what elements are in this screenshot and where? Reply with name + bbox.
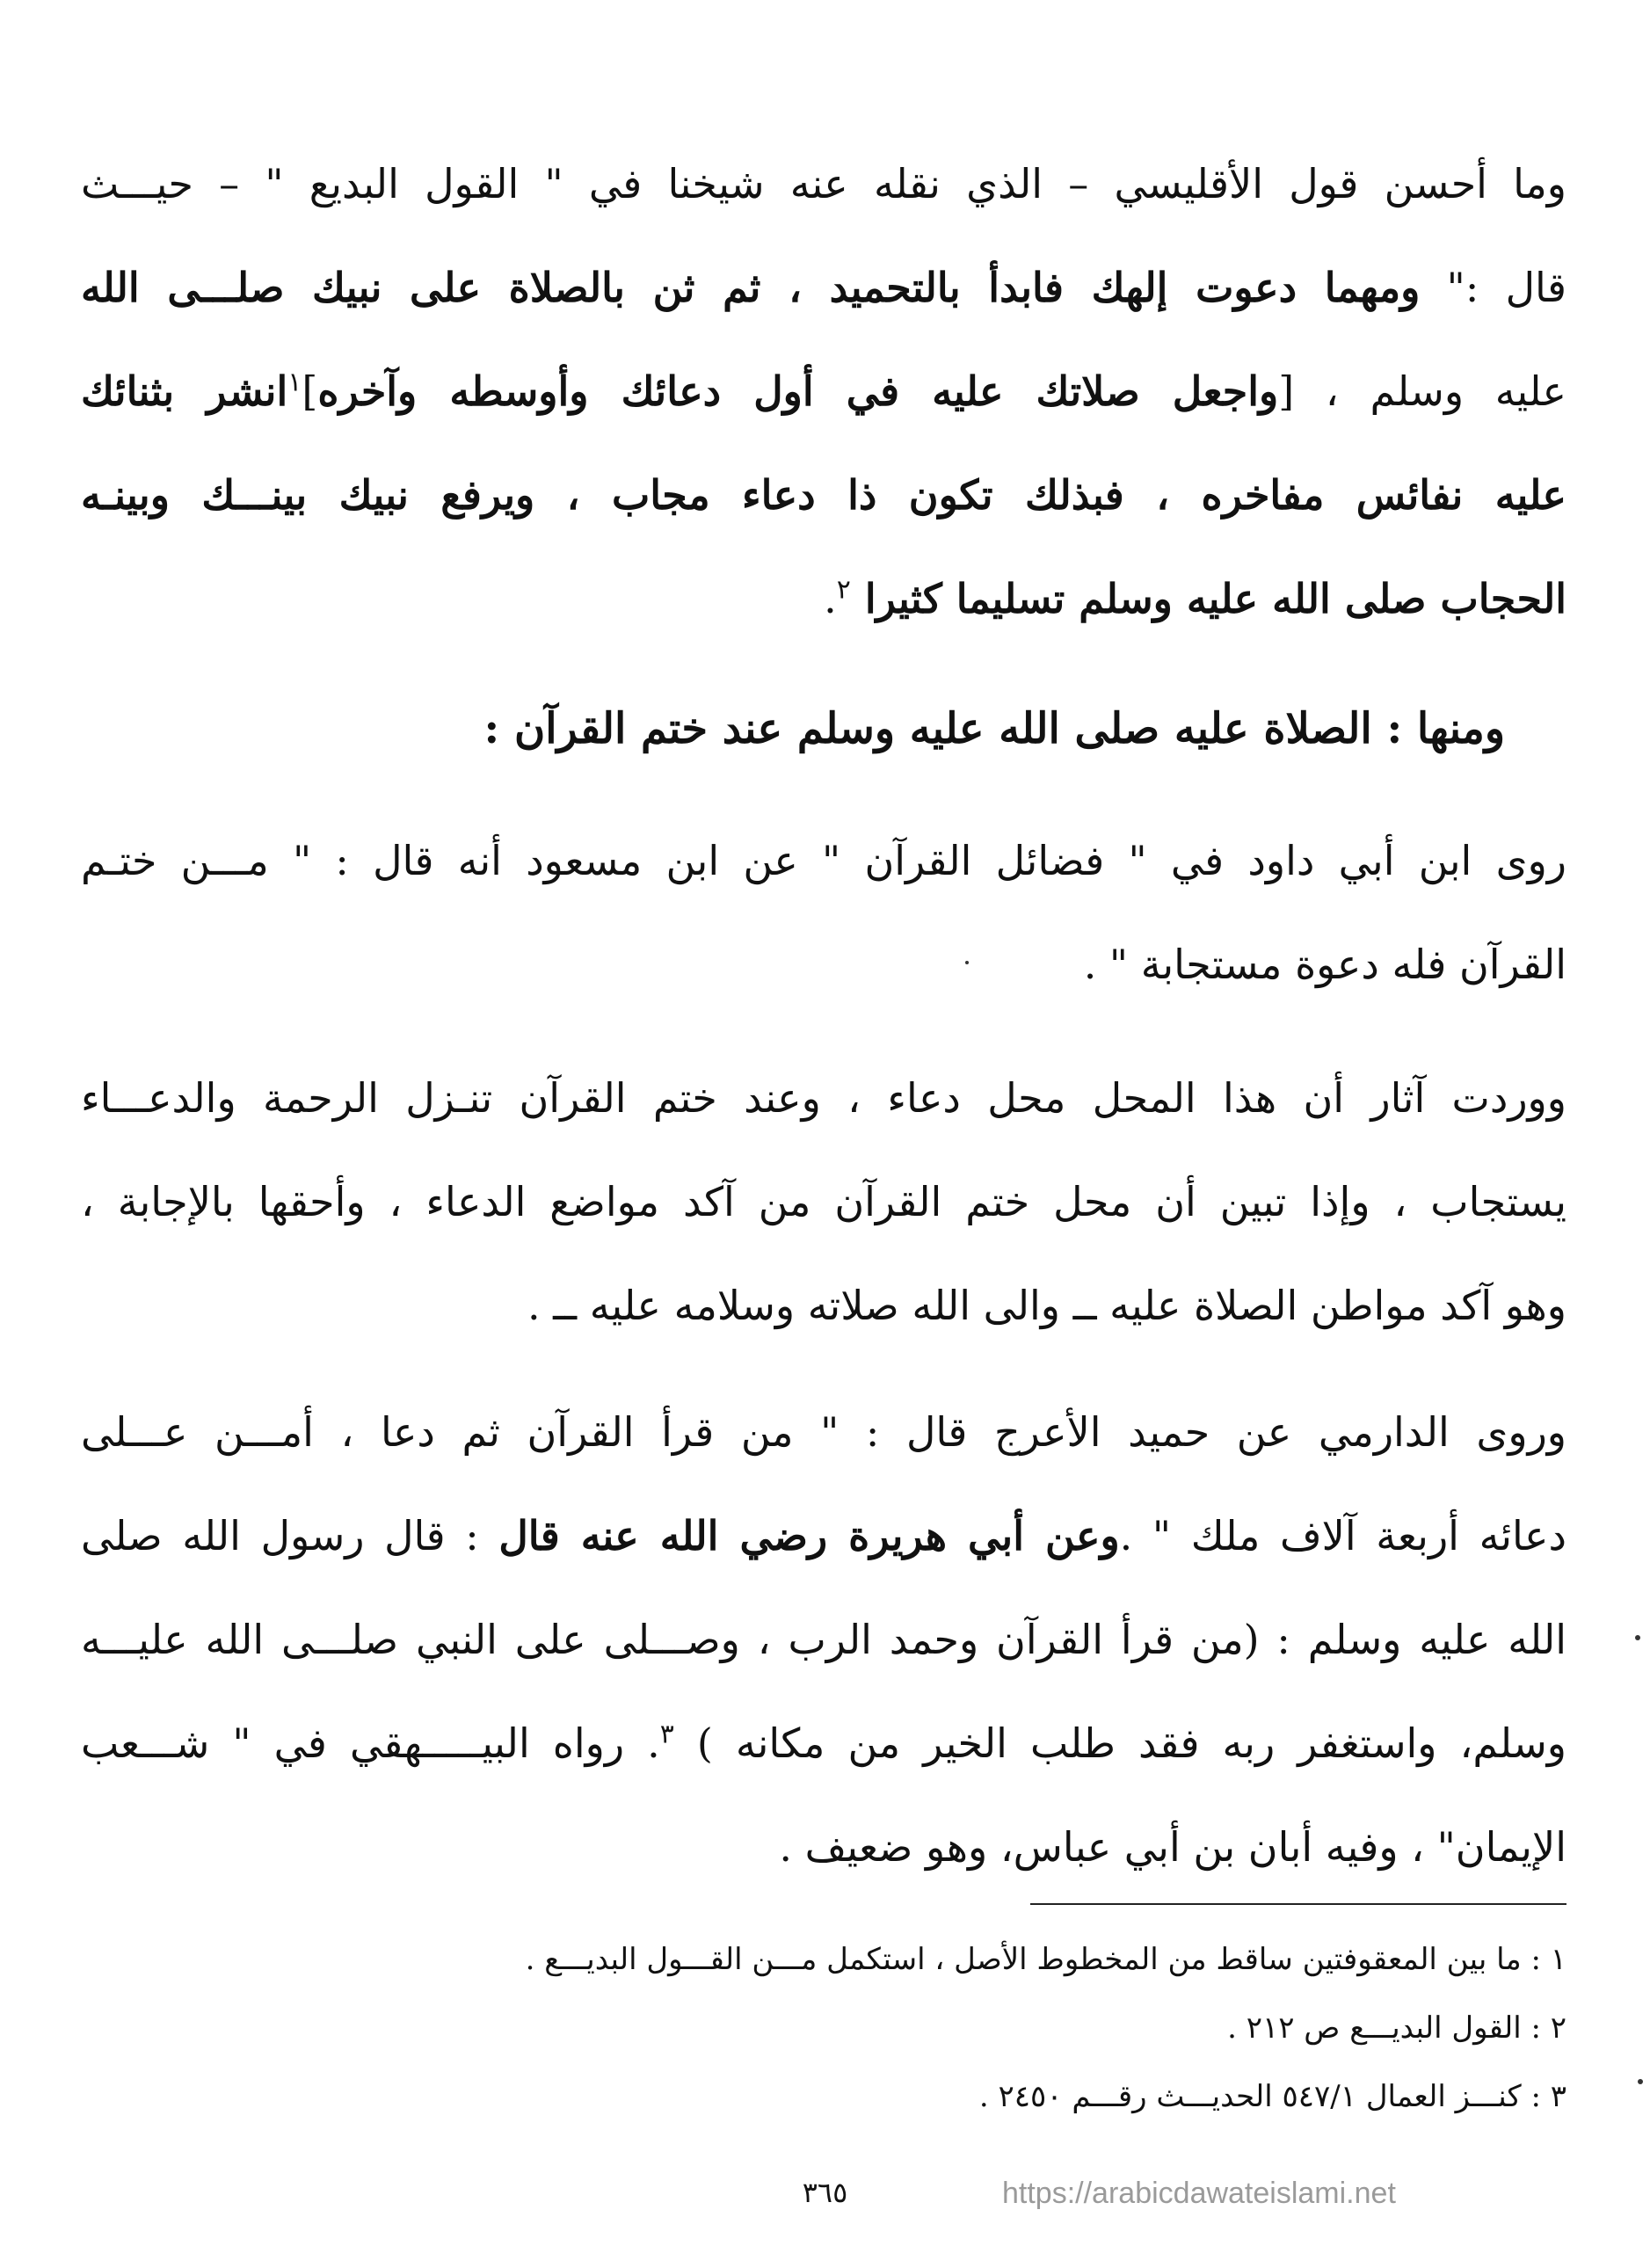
text-run: انشر بثنائك: [81, 367, 288, 415]
text-line: [81, 132, 1566, 236]
text-line: [81, 339, 1566, 443]
text-run: يستجاب ، وإذا تبين أن محل ختم القرآن من آكد مواضع الدعاء ، وأحقها بالإجابة ،: [81, 1178, 1566, 1225]
text-run: دعائه أربعة آلاف ملك " .: [1119, 1512, 1566, 1559]
paragraph-4: [81, 1380, 1566, 1899]
text-run: وروى الدارمي عن حميد الأعرج قال : " من قرأ القرآن ثم دعا ، أمـــن عـــلى: [81, 1408, 1566, 1456]
text-run: : قال رسول الله صلى: [81, 1512, 499, 1559]
text-line: [81, 912, 1566, 1016]
text-run: الحجاب صلى الله عليه وسلم تسليما كثيرا: [850, 575, 1566, 622]
text-run: واجعل صلاتك عليه في أول دعائك وأوسطه وآخره: [317, 367, 1279, 415]
text-run: .: [824, 575, 837, 622]
watermark-url: https://arabicdawateislami.net: [1002, 2177, 1396, 2210]
text-run: روى ابن أبي داود في " فضائل القرآن " عن ابن مسعود أنه قال : " مـــن ختـم: [81, 837, 1566, 884]
text-run: عليه وسلم ، [: [1278, 367, 1566, 415]
footnote-3: ٣ : كنـــز العمال ٥٤٧/١ الحديـــث رقـــم ٢٤٥٠ .: [978, 2079, 1566, 2114]
paragraph-2: [81, 809, 1566, 1016]
scan-speck: [1635, 1635, 1640, 1640]
paragraph-3: [81, 1046, 1566, 1357]
text-run: الإيمان" ، وفيه أبان بن أبي عباس، وهو ضعيف .: [779, 1823, 1566, 1871]
footnote-1: ١ : ما بين المعقوفتين ساقط من المخطوط الأصل ، استكمل مـــن القـــول البديـــع .: [525, 1942, 1566, 1977]
text-run: وعن أبي هريرة رضي الله عنه قال: [498, 1512, 1120, 1559]
text-run: عليه نفائس مفاخره ، فبذلك تكون ذا دعاء مجاب ، ويرفع نبيك بينـــك وبينـه: [81, 471, 1566, 519]
text-run: وما أحسن قول الأقليسي – الذي نقله عنه شيخنا في " القول البديع " – حيـــث: [81, 160, 1566, 207]
footnote-marker: ٢: [836, 574, 851, 606]
page-number: ٣٦٥: [802, 2176, 848, 2209]
text-run: ومهما دعوت إلهك فابدأ بالتحميد ، ثم ثن بالصلاة على نبيك صلـــى الله: [81, 264, 1421, 311]
text-line: [81, 1150, 1566, 1254]
text-run: قال :": [1420, 264, 1566, 311]
text-run: وهو آكد مواطن الصلاة عليه ــ والى الله صلاته وسلامه عليه ــ .: [527, 1282, 1566, 1329]
text-run: وسلم، واستغفر ربه فقد طلب الخير من مكانه ): [673, 1719, 1566, 1767]
footnote-marker: ١: [287, 367, 302, 398]
text-line: [81, 1484, 1566, 1588]
text-line: [81, 1795, 1566, 1899]
text-line: [81, 1380, 1566, 1484]
paragraph-1: [81, 132, 1566, 651]
text-run: ]: [302, 367, 318, 415]
footnotes: [81, 1925, 1566, 2131]
text-line: [81, 547, 1566, 651]
text-line: [81, 809, 1566, 912]
text-run: القرآن فله دعوة مستجابة " .: [1083, 941, 1566, 988]
footnote-marker: ٣: [659, 1719, 674, 1750]
text-line: [81, 1691, 1566, 1795]
scan-speck: [1638, 2079, 1643, 2084]
text-line: [81, 1046, 1566, 1150]
text-line: [81, 1254, 1566, 1357]
scan-speck: [965, 961, 969, 964]
text-line: [81, 236, 1566, 339]
text-run: . رواه البيـــــهقي في " شـــعب: [81, 1719, 660, 1767]
text-line: [81, 443, 1566, 547]
text-run: ووردت آثار أن هذا المحل محل دعاء ، وعند ختم القرآن تنـزل الرحمة والدعـــاء: [81, 1074, 1566, 1122]
footnote-2: ٢ : القول البديـــع ص ٢١٢ .: [1227, 2010, 1566, 2046]
footnote-divider: [1030, 1903, 1566, 1905]
section-heading: ومنها : الصلاة عليه صلى الله عليه وسلم عند ختم القرآن :: [483, 704, 1505, 753]
text-run: الله عليه وسلم : (من قرأ القرآن وحمد الرب ، وصـــلى على النبي صلـــى الله عليـــه: [81, 1616, 1566, 1663]
text-line: [81, 1588, 1566, 1691]
